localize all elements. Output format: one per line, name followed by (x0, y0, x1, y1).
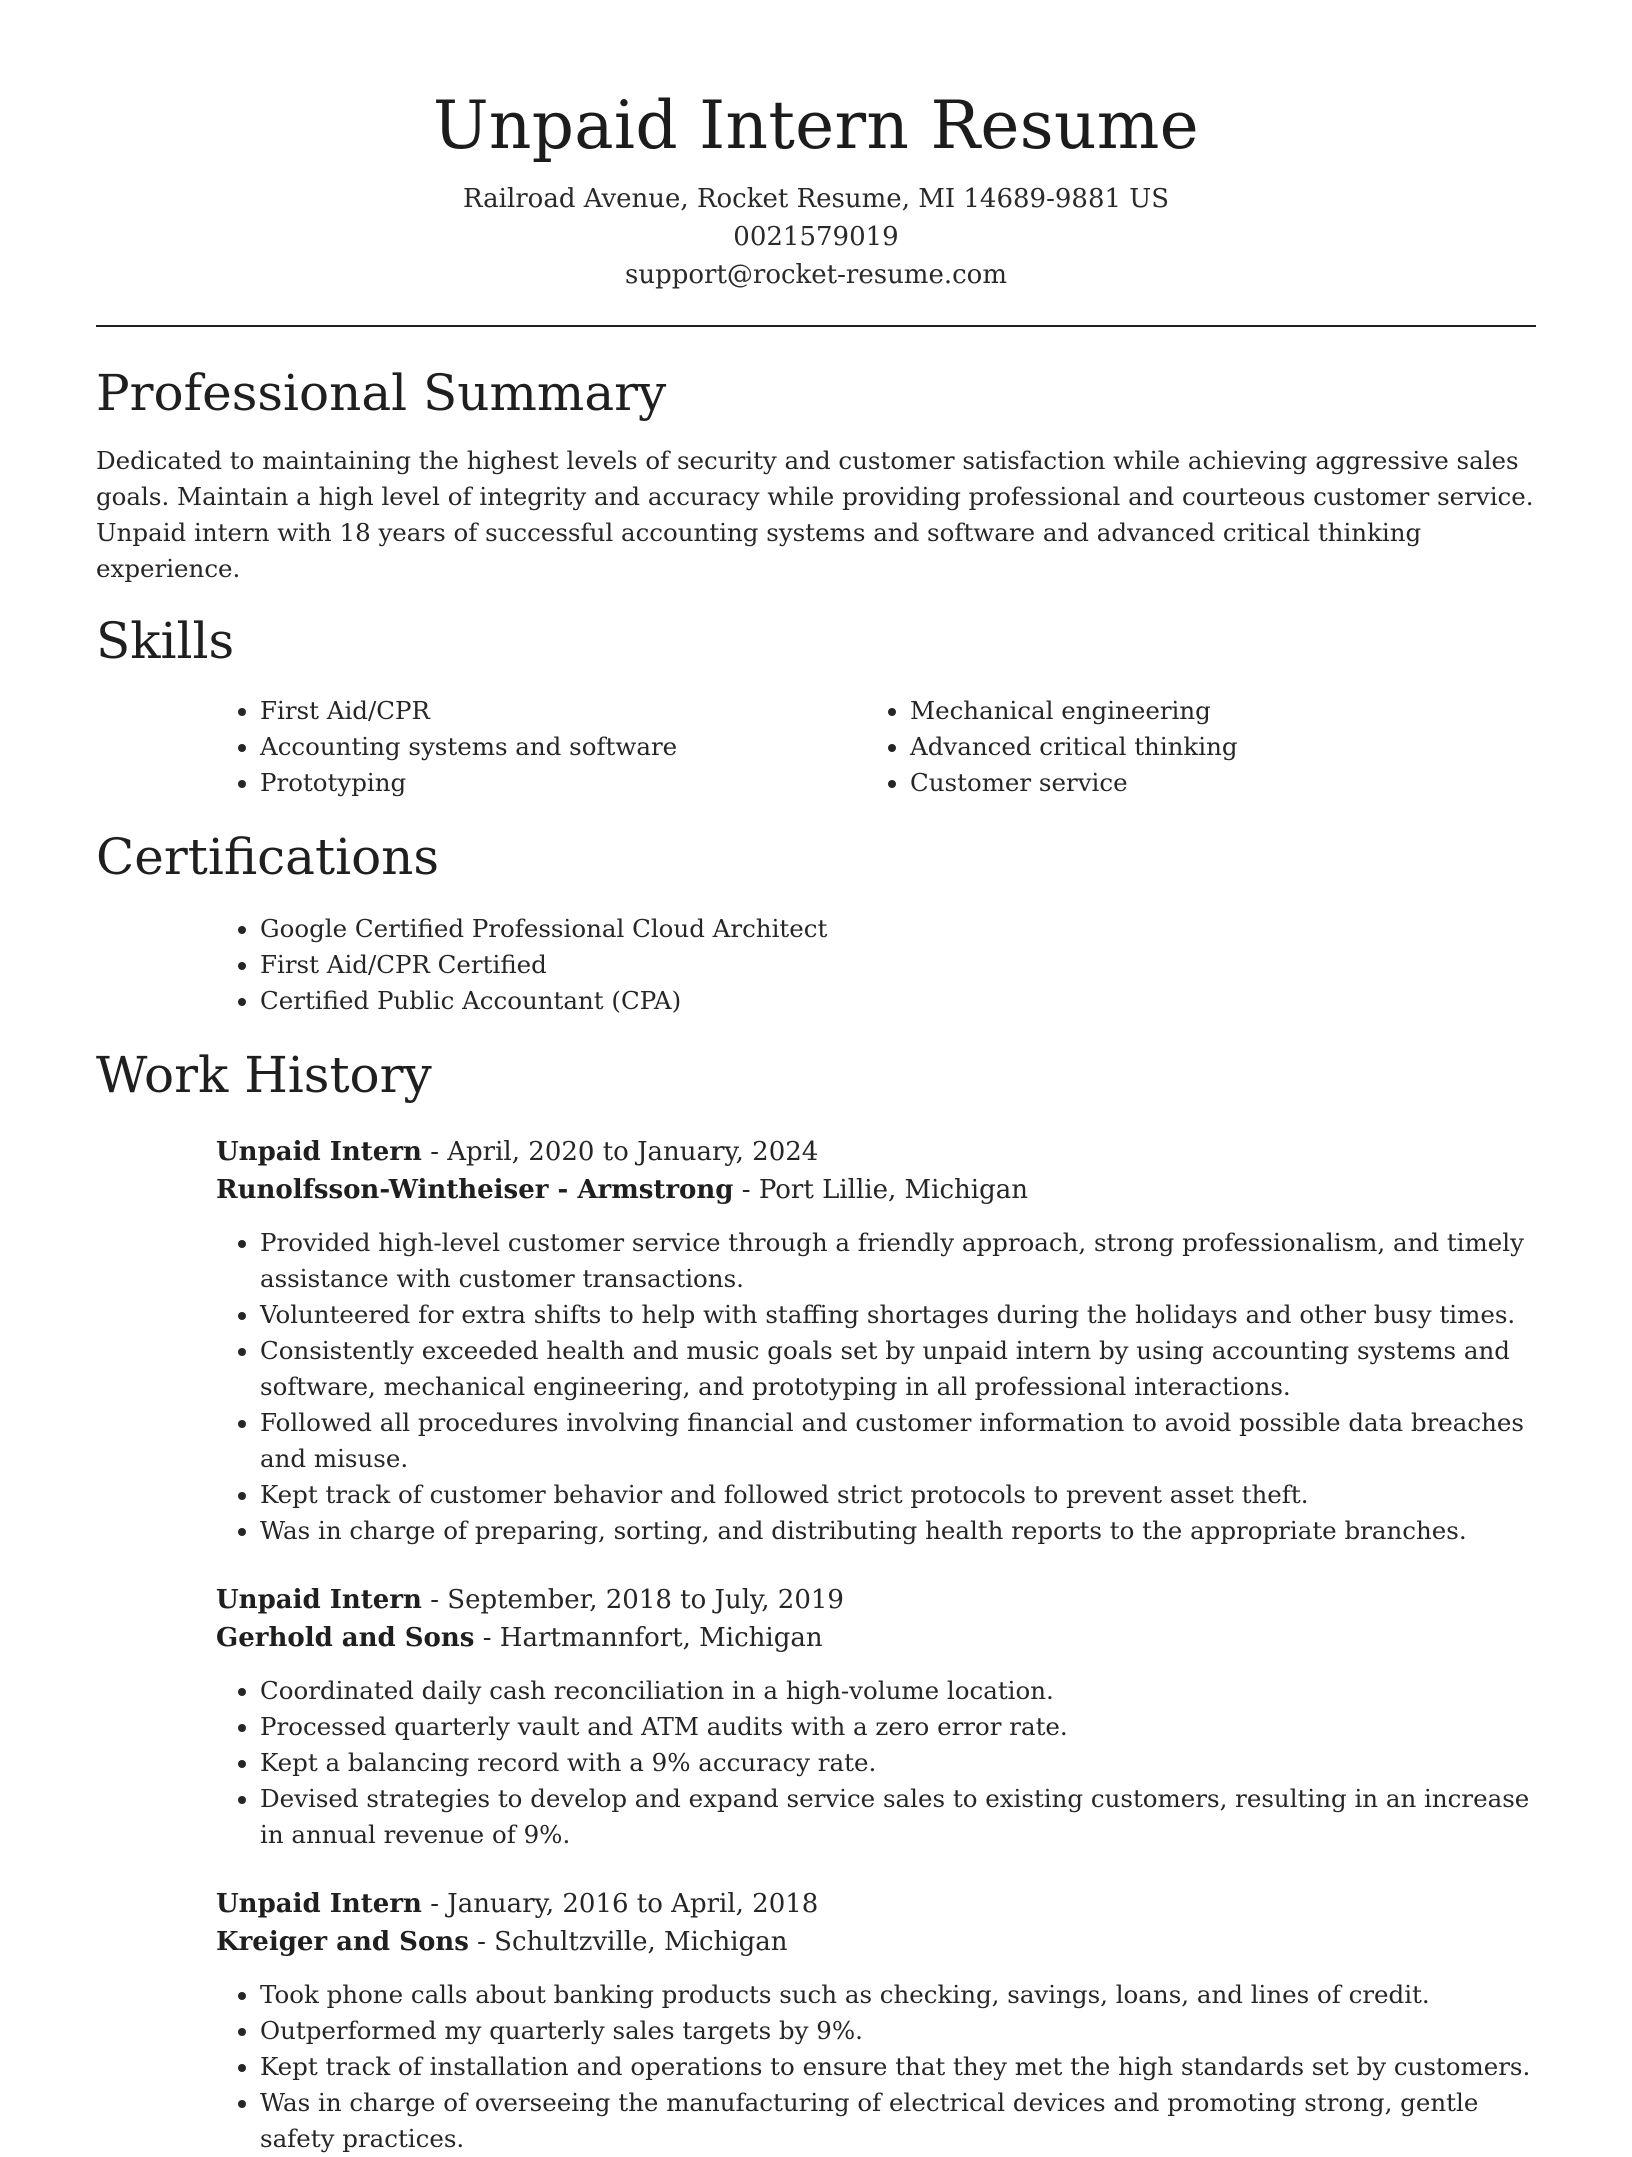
job-location: Hartmannfort, Michigan (499, 1623, 823, 1653)
job-entry (216, 1885, 1536, 2157)
skills-section (96, 609, 1536, 801)
job-bullet: • Devised strategies to develop and expand service sales to existing customers, resulting in an increase in annual revenue of 9%. (260, 1781, 1536, 1853)
skill-item: • Prototyping (260, 765, 866, 801)
certifications-heading: Certifications (96, 828, 440, 886)
job-company: Runolfsson-Wintheiser - Armstrong (216, 1175, 734, 1205)
contact-phone: 0021579019 (733, 222, 899, 252)
certifications-list (216, 911, 1536, 1019)
resume-title: Unpaid Intern Resume (432, 87, 1200, 164)
certification-item: • Certified Public Accountant (CPA) (260, 983, 1536, 1019)
job-bullet: • Consistently exceeded health and music goals set by unpaid intern by using accounting systems and software, mechanical engineering, and prototyping in all professional interactions. (260, 1333, 1536, 1405)
skills-heading: Skills (96, 612, 235, 670)
certifications-list-wrap (216, 911, 1536, 1019)
job-company: Gerhold and Sons (216, 1623, 475, 1653)
skills-grid (216, 693, 1536, 801)
job-bullet: • Outperformed my quarterly sales targets by 9%. (260, 2013, 1536, 2049)
job-role: Unpaid Intern (216, 1585, 422, 1615)
job-role: Unpaid Intern (216, 1137, 422, 1167)
skill-item: • Customer service (910, 765, 1516, 801)
job-dates: April, 2020 to January, 2024 (447, 1137, 819, 1167)
job-bullet: • Provided high-level customer service through a friendly approach, strong professionalism, and timely assistance with customer transactions. (260, 1225, 1536, 1297)
job-company-line: Runolfsson-Wintheiser - Armstrong - Port Lillie, Michigan (216, 1175, 1028, 1205)
job-bullet: • Kept a balancing record with a 9% accuracy rate. (260, 1745, 1536, 1781)
skill-item: • Mechanical engineering (910, 693, 1516, 729)
job-company-line: Gerhold and Sons - Hartmannfort, Michigan (216, 1623, 823, 1653)
job-title-line: Unpaid Intern - January, 2016 to April, 2018 (216, 1889, 819, 1919)
job-bullet: • Took phone calls about banking products such as checking, savings, loans, and lines of credit. (260, 1977, 1536, 2013)
skill-item: • Accounting systems and software (260, 729, 866, 765)
job-company-line: Kreiger and Sons - Schultzville, Michigan (216, 1927, 788, 1957)
skill-item: • First Aid/CPR (260, 693, 866, 729)
resume-header (96, 0, 1536, 294)
job-bullets (216, 1225, 1536, 1549)
certification-item: • Google Certified Professional Cloud Architect (260, 911, 1536, 947)
skills-column-right (866, 693, 1516, 801)
resume-page (96, 0, 1536, 2157)
contact-address: Railroad Avenue, Rocket Resume, MI 14689-9881 US (462, 184, 1170, 214)
job-entry (216, 1581, 1536, 1853)
job-bullet: • Was in charge of preparing, sorting, and distributing health reports to the appropriate branches. (260, 1513, 1536, 1549)
job-dates: September, 2018 to July, 2019 (447, 1585, 844, 1615)
job-bullets (216, 1977, 1536, 2157)
work-history-section (96, 1043, 1536, 2157)
job-bullet: • Processed quarterly vault and ATM audits with a zero error rate. (260, 1709, 1536, 1745)
job-bullet: • Kept track of customer behavior and followed strict protocols to prevent asset theft. (260, 1477, 1536, 1513)
job-company: Kreiger and Sons (216, 1927, 469, 1957)
work-history-heading: Work History (96, 1046, 432, 1104)
contact-email: support@rocket-resume.com (624, 260, 1007, 290)
job-bullet: • Volunteered for extra shifts to help with staffing shortages during the holidays and other busy times. (260, 1297, 1536, 1333)
summary-section (96, 361, 1536, 587)
certification-item: • First Aid/CPR Certified (260, 947, 1536, 983)
skill-item: • Advanced critical thinking (910, 729, 1516, 765)
certifications-section (96, 825, 1536, 1019)
job-bullet: • Coordinated daily cash reconciliation in a high-volume location. (260, 1673, 1536, 1709)
job-title-line: Unpaid Intern - September, 2018 to July, 2019 (216, 1585, 844, 1615)
header-divider (96, 325, 1536, 327)
job-bullets (216, 1673, 1536, 1853)
summary-heading: Professional Summary (96, 364, 667, 422)
job-title-line: Unpaid Intern - April, 2020 to January, 2024 (216, 1137, 819, 1167)
job-bullet: • Was in charge of overseeing the manufacturing of electrical devices and promoting strong, gentle safety practices. (260, 2085, 1536, 2157)
job-role: Unpaid Intern (216, 1889, 422, 1919)
summary-text: Dedicated to maintaining the highest levels of security and customer satisfaction while achieving aggressive sales goals. Maintain a high level of integrity and accuracy while providing professional and courteous customer service. Unpaid intern with 18 years of successful accounting systems and software and advanced critical thinking experience. (96, 446, 1534, 583)
job-bullet: • Followed all procedures involving financial and customer information to avoid possible data breaches and misuse. (260, 1405, 1536, 1477)
job-location: Port Lillie, Michigan (758, 1175, 1028, 1205)
job-location: Schultzville, Michigan (494, 1927, 788, 1957)
skills-column-left (216, 693, 866, 801)
contact-block (96, 180, 1536, 294)
job-bullet: • Kept track of installation and operations to ensure that they met the high standards set by customers. (260, 2049, 1536, 2085)
job-entry (216, 1133, 1536, 1549)
job-dates: January, 2016 to April, 2018 (447, 1889, 819, 1919)
